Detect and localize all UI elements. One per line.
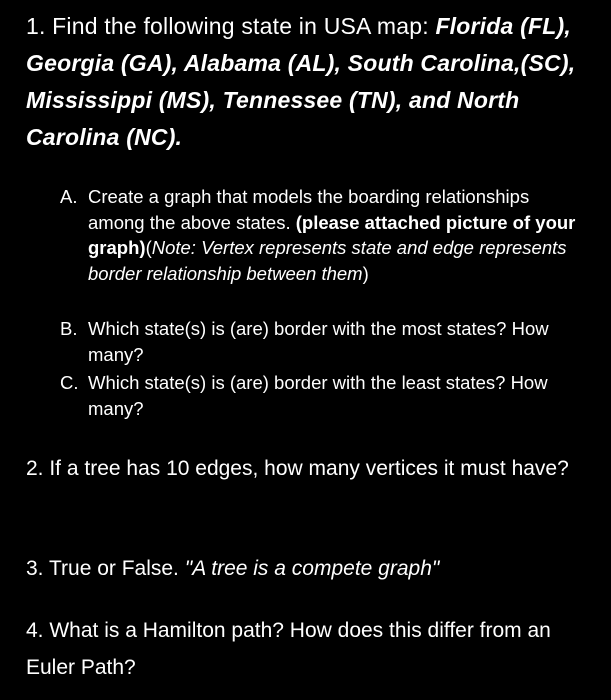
question-1 [26, 8, 596, 156]
question-3-quote: "A tree is a compete graph" [184, 557, 440, 580]
sub-question-a-note-close: ) [362, 262, 369, 284]
question-3-prefix: 3. True or False. [26, 557, 185, 580]
question-4: 4. What is a Hamilton path? How does this differ from an Euler Path? [26, 619, 551, 679]
question-3 [26, 550, 596, 587]
sub-question-a-body [88, 184, 590, 286]
sub-question-b [60, 316, 590, 367]
sub-question-a-bold-instruction: (please attached picture of your graph) [88, 211, 576, 258]
sub-question-a-note-open: ( [145, 237, 152, 258]
question-1-state-list: Florida (FL), Georgia (GA), Alabama (AL), South Carolina,(SC), Mississippi (MS), Tennessee (TN), and North Carolina (NC). [26, 13, 576, 150]
sub-question-a-note: Note: Vertex represents state and edge represents border relationship between them [88, 237, 567, 284]
sub-question-c [60, 370, 590, 421]
question-1-prefix: 1. Find the following state in USA map: [26, 13, 436, 39]
sub-question-c-text: Which state(s) is (are) border with the least states? How many? [88, 372, 548, 419]
sub-question-c-letter: C. [60, 372, 79, 393]
sub-question-a-text: Create a graph that models the boarding relationships among the above states. [88, 186, 530, 233]
sub-question-a-letter: A. [60, 186, 78, 207]
sub-question-b-letter: B. [60, 318, 78, 339]
sub-question-a [60, 184, 590, 286]
sub-question-b-text: Which state(s) is (are) border with the most states? How many? [88, 318, 549, 365]
question-2: 2. If a tree has 10 edges, how many vertices it must have? [26, 457, 569, 480]
